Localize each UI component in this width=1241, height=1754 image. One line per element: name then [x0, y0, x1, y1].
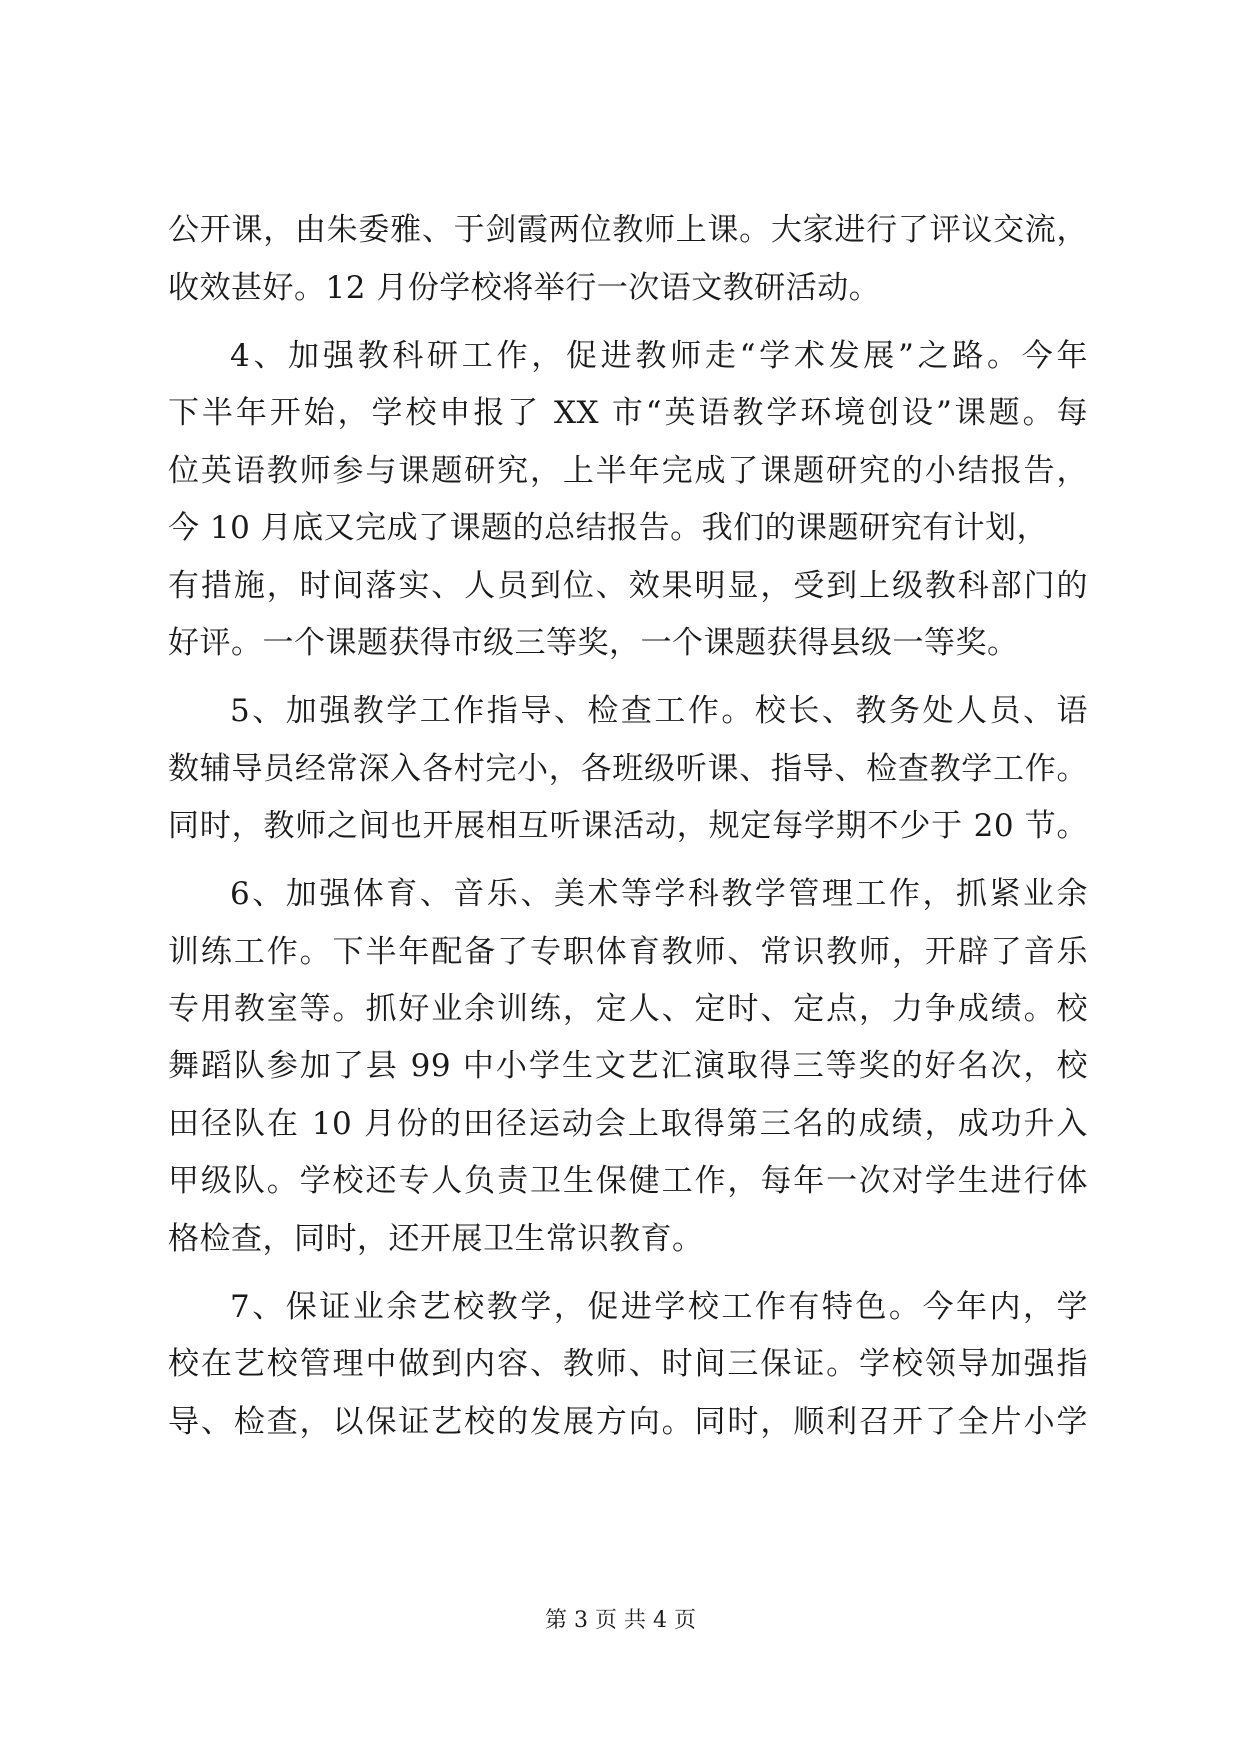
- paragraph-6-line-7: 格检查，同时，还开展卫生常识教育。: [168, 1221, 704, 1257]
- paragraph-7-line-2: 校在艺校管理中做到内容、教师、时间三保证。学校领导加强指: [168, 1346, 1088, 1382]
- text-line-1: 公开课，由朱委雅、于剑霞两位教师上课。大家进行了评议交流，: [168, 212, 1088, 248]
- paragraph-6-line-2: 训练工作。下半年配备了专职体育教师、常识教师，开辟了音乐: [168, 934, 1088, 970]
- paragraph-4-line-4: 今 10 月底又完成了课题的总结报告。我们的课题研究有计划，: [168, 510, 1049, 546]
- paragraph-6-line-4: 舞蹈队参加了县 99 中小学生文艺汇演取得三等奖的好名次，校: [168, 1048, 1088, 1084]
- paragraph-7-line-3: 导、检查，以保证艺校的发展方向。同时，顺利召开了全片小学: [168, 1404, 1088, 1440]
- paragraph-5-line-1: 5、加强教学工作指导、检查工作。校长、教务处人员、语: [230, 693, 1088, 729]
- paragraph-4-line-3: 位英语教师参与课题研究，上半年完成了课题研究的小结报告，: [168, 453, 1088, 489]
- paragraph-6-line-1: 6、加强体育、音乐、美术等学科教学管理工作，抓紧业余: [230, 876, 1088, 912]
- text-line-2: 收效甚好。12 月份学校将举行一次语文教研活动。: [168, 270, 881, 306]
- paragraph-5-line-3: 同时，教师之间也开展相互听课活动，规定每学期不少于 20 节。: [168, 808, 1088, 844]
- page-number-footer: 第 3 页 共 4 页: [545, 1608, 696, 1633]
- paragraph-4-line-1: 4、加强教科研工作，促进教师走“学术发展”之路。今年: [230, 338, 1088, 374]
- paragraph-4-line-2: 下半年开始，学校申报了 XX 市“英语教学环境创设”课题。每: [168, 395, 1088, 431]
- paragraph-4-line-6: 好评。一个课题获得市级三等奖，一个课题获得县级一等奖。: [168, 625, 1019, 661]
- paragraph-5-line-2: 数辅导员经常深入各村完小，各班级听课、指导、检查教学工作。: [168, 751, 1088, 787]
- paragraph-7-line-1: 7、保证业余艺校教学，促进学校工作有特色。今年内，学: [230, 1289, 1088, 1325]
- paragraph-6-line-6: 甲级队。学校还专人负责卫生保健工作，每年一次对学生进行体: [168, 1163, 1088, 1199]
- paragraph-6-line-5: 田径队在 10 月份的田径运动会上取得第三名的成绩，成功升入: [168, 1106, 1088, 1142]
- paragraph-6-line-3: 专用教室等。抓好业余训练，定人、定时、定点，力争成绩。校: [168, 991, 1088, 1027]
- paragraph-4-line-5: 有措施，时间落实、人员到位、效果明显，受到上级教科部门的: [168, 568, 1088, 604]
